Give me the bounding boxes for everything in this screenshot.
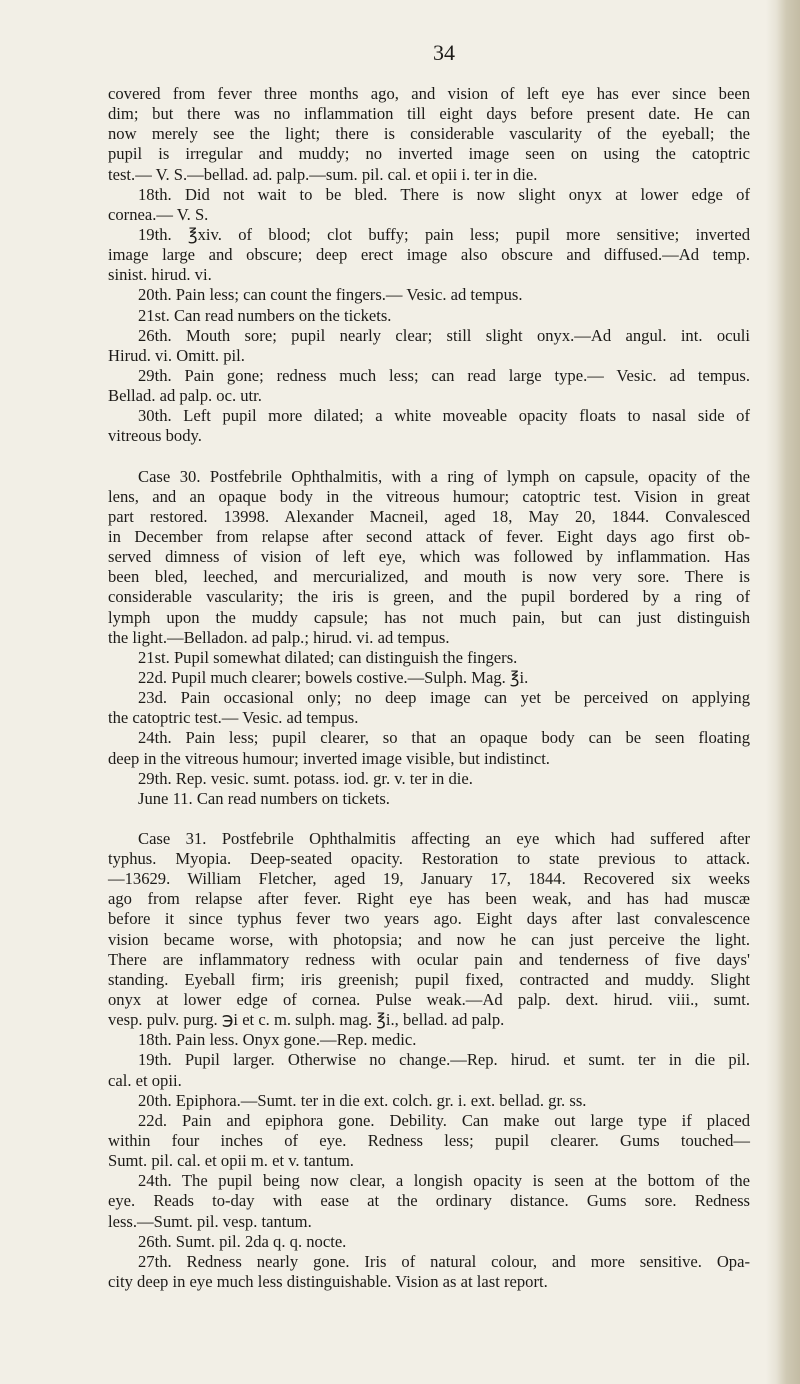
text-line: less.—Sumt. pil. vesp. tantum. <box>108 1211 312 1231</box>
text-line: part restored. 13998. Alexander Macneil, aged 18, May 20, 1844. Convalesced <box>108 506 750 526</box>
text-line: 29th. Pain gone; redness much less; can read large type.— Vesic. ad tempus. <box>138 365 750 385</box>
text-line: lens, and an opaque body in the vitreous humour; catoptric test. Vision in great <box>108 486 750 506</box>
text-line: 20th. Epiphora.—Sumt. ter in die ext. colch. gr. i. ext. bellad. gr. ss. <box>138 1090 587 1110</box>
text-paragraph <box>108 688 750 728</box>
text-paragraph <box>108 1111 750 1171</box>
text-line: June 11. Can read numbers on tickets. <box>138 788 390 808</box>
text-line: Case 31. Postfebrile Ophthalmitis affecting an eye which had suffered after <box>138 828 750 848</box>
text-paragraph <box>108 84 750 185</box>
text-line: 24th. Pain less; pupil clearer, so that an opaque body can be seen floating <box>138 728 750 748</box>
text-line: 26th. Sumt. pil. 2da q. q. nocte. <box>138 1231 347 1251</box>
page-edge-shadow <box>766 0 800 1384</box>
text-line: —13629. William Fletcher, aged 19, January 17, 1844. Recovered six weeks <box>108 869 750 889</box>
text-paragraph <box>108 829 750 1030</box>
text-line: been bled, leeched, and mercurialized, and mouth is now very sore. There is <box>108 567 750 587</box>
text-paragraph <box>108 306 750 326</box>
text-line: within four inches of eye. Redness less; pupil clearer. Gums touched— <box>108 1131 750 1151</box>
text-paragraph <box>108 1050 750 1090</box>
text-line: Hirud. vi. Omitt. pil. <box>108 345 245 365</box>
section-gap <box>108 447 750 467</box>
text-line: standing. Eyeball firm; iris greenish; pupil fixed, contracted and muddy. Slight <box>108 969 750 989</box>
text-line: 18th. Pain less. Onyx gone.—Rep. medic. <box>138 1030 417 1050</box>
text-line: vision became worse, with photopsia; and now he can just perceive the light. <box>108 929 750 949</box>
text-line: 19th. ℥xiv. of blood; clot buffy; pain less; pupil more sensitive; inverted <box>138 224 750 244</box>
text-line: 23d. Pain occasional only; no deep image can yet be perceived on applying <box>138 688 750 708</box>
text-line: sinist. hirud. vi. <box>108 265 212 285</box>
text-line: 29th. Rep. vesic. sumt. potass. iod. gr. v. ter in die. <box>138 768 473 788</box>
text-line: cal. et opii. <box>108 1070 182 1090</box>
text-line: 22d. Pain and epiphora gone. Debility. Can make out large type if placed <box>138 1110 750 1130</box>
text-line: considerable vascularity; the iris is green, and the pupil bordered by a ring of <box>108 587 750 607</box>
text-paragraph <box>108 326 750 366</box>
text-paragraph <box>108 1091 750 1111</box>
text-paragraph <box>108 769 750 789</box>
text-line: city deep in eye much less distinguishable. Vision as at last report. <box>108 1272 548 1292</box>
text-paragraph <box>108 648 750 668</box>
text-line: vitreous body. <box>108 426 202 446</box>
text-line: in December from relapse after second attack of fever. Eight days ago first ob- <box>108 526 750 546</box>
text-line: 22d. Pupil much clearer; bowels costive.—Sulph. Mag. ℥i. <box>138 667 529 687</box>
text-line: image large and obscure; deep erect image also obscure and diffused.—Ad temp. <box>108 245 750 265</box>
text-line: Sumt. pil. cal. et opii m. et v. tantum. <box>108 1151 354 1171</box>
text-paragraph <box>108 406 750 446</box>
text-line: the light.—Belladon. ad palp.; hirud. vi. ad tempus. <box>108 627 450 647</box>
text-paragraph <box>108 225 750 285</box>
text-line: typhus. Myopia. Deep-seated opacity. Restoration to state previous to attack. <box>108 849 750 869</box>
body-text <box>108 84 750 1292</box>
text-line: pupil is irregular and muddy; no inverted image seen on using the catoptric <box>108 144 750 164</box>
text-line: 27th. Redness nearly gone. Iris of natural colour, and more sensitive. Opa- <box>138 1251 750 1271</box>
text-paragraph <box>108 668 750 688</box>
text-line: 26th. Mouth sore; pupil nearly clear; still slight onyx.—Ad angul. int. oculi <box>138 325 750 345</box>
text-paragraph <box>108 789 750 809</box>
text-line: dim; but there was no inflammation till eight days before present date. He can <box>108 104 750 124</box>
text-line: 21st. Pupil somewhat dilated; can distinguish the fingers. <box>138 647 518 667</box>
text-line: cornea.— V. S. <box>108 204 209 224</box>
text-line: covered from fever three months ago, and vision of left eye has ever since been <box>108 84 750 103</box>
text-paragraph <box>108 467 750 648</box>
text-paragraph <box>108 1252 750 1292</box>
text-line: There are inflammatory redness with ocular pain and tenderness of five days' <box>108 949 750 969</box>
text-line: 18th. Did not wait to be bled. There is now slight onyx at lower edge of <box>138 184 750 204</box>
page-number: 34 <box>433 40 455 65</box>
text-line: eye. Reads to-day with ease at the ordinary distance. Gums sore. Redness <box>108 1191 750 1211</box>
section-gap <box>108 809 750 829</box>
text-line: 30th. Left pupil more dilated; a white moveable opacity floats to nasal side of <box>138 406 750 426</box>
text-line: onyx at lower edge of cornea. Pulse weak.—Ad palp. dext. hirud. viii., sumt. <box>108 990 750 1010</box>
text-line: the catoptric test.— Vesic. ad tempus. <box>108 708 359 728</box>
text-line: 19th. Pupil larger. Otherwise no change.—Rep. hirud. et sumt. ter in die pil. <box>138 1050 750 1070</box>
text-paragraph <box>108 1030 750 1050</box>
text-line: 21st. Can read numbers on the tickets. <box>138 305 392 325</box>
text-paragraph <box>108 1232 750 1252</box>
text-line: Bellad. ad palp. oc. utr. <box>108 386 262 406</box>
text-paragraph <box>108 285 750 305</box>
text-line: 20th. Pain less; can count the fingers.— Vesic. ad tempus. <box>138 285 523 305</box>
text-line: deep in the vitreous humour; inverted image visible, but indistinct. <box>108 748 550 768</box>
text-line: Case 30. Postfebrile Ophthalmitis, with a ring of lymph on capsule, opacity of the <box>138 466 750 486</box>
text-line: 24th. The pupil being now clear, a longish opacity is seen at the bottom of the <box>138 1171 750 1191</box>
text-line: before it since typhus fever two years ago. Eight days after last convalescence <box>108 909 750 929</box>
text-paragraph <box>108 366 750 406</box>
text-line: ago from relapse after fever. Right eye has been weak, and has had muscæ <box>108 889 750 909</box>
text-line: lymph upon the muddy capsule; has not much pain, but can just distinguish <box>108 607 750 627</box>
text-line: vesp. pulv. purg. ℈i et c. m. sulph. mag. ℥i., bellad. ad palp. <box>108 1010 505 1030</box>
text-line: now merely see the light; there is considerable vascularity of the eyeball; the <box>108 124 750 144</box>
text-paragraph <box>108 185 750 225</box>
text-line: test.— V. S.—bellad. ad. palp.—sum. pil. cal. et opii i. ter in die. <box>108 164 538 184</box>
text-paragraph <box>108 1171 750 1231</box>
text-paragraph <box>108 728 750 768</box>
text-line: served dimness of vision of left eye, which was followed by inflammation. Has <box>108 547 750 567</box>
